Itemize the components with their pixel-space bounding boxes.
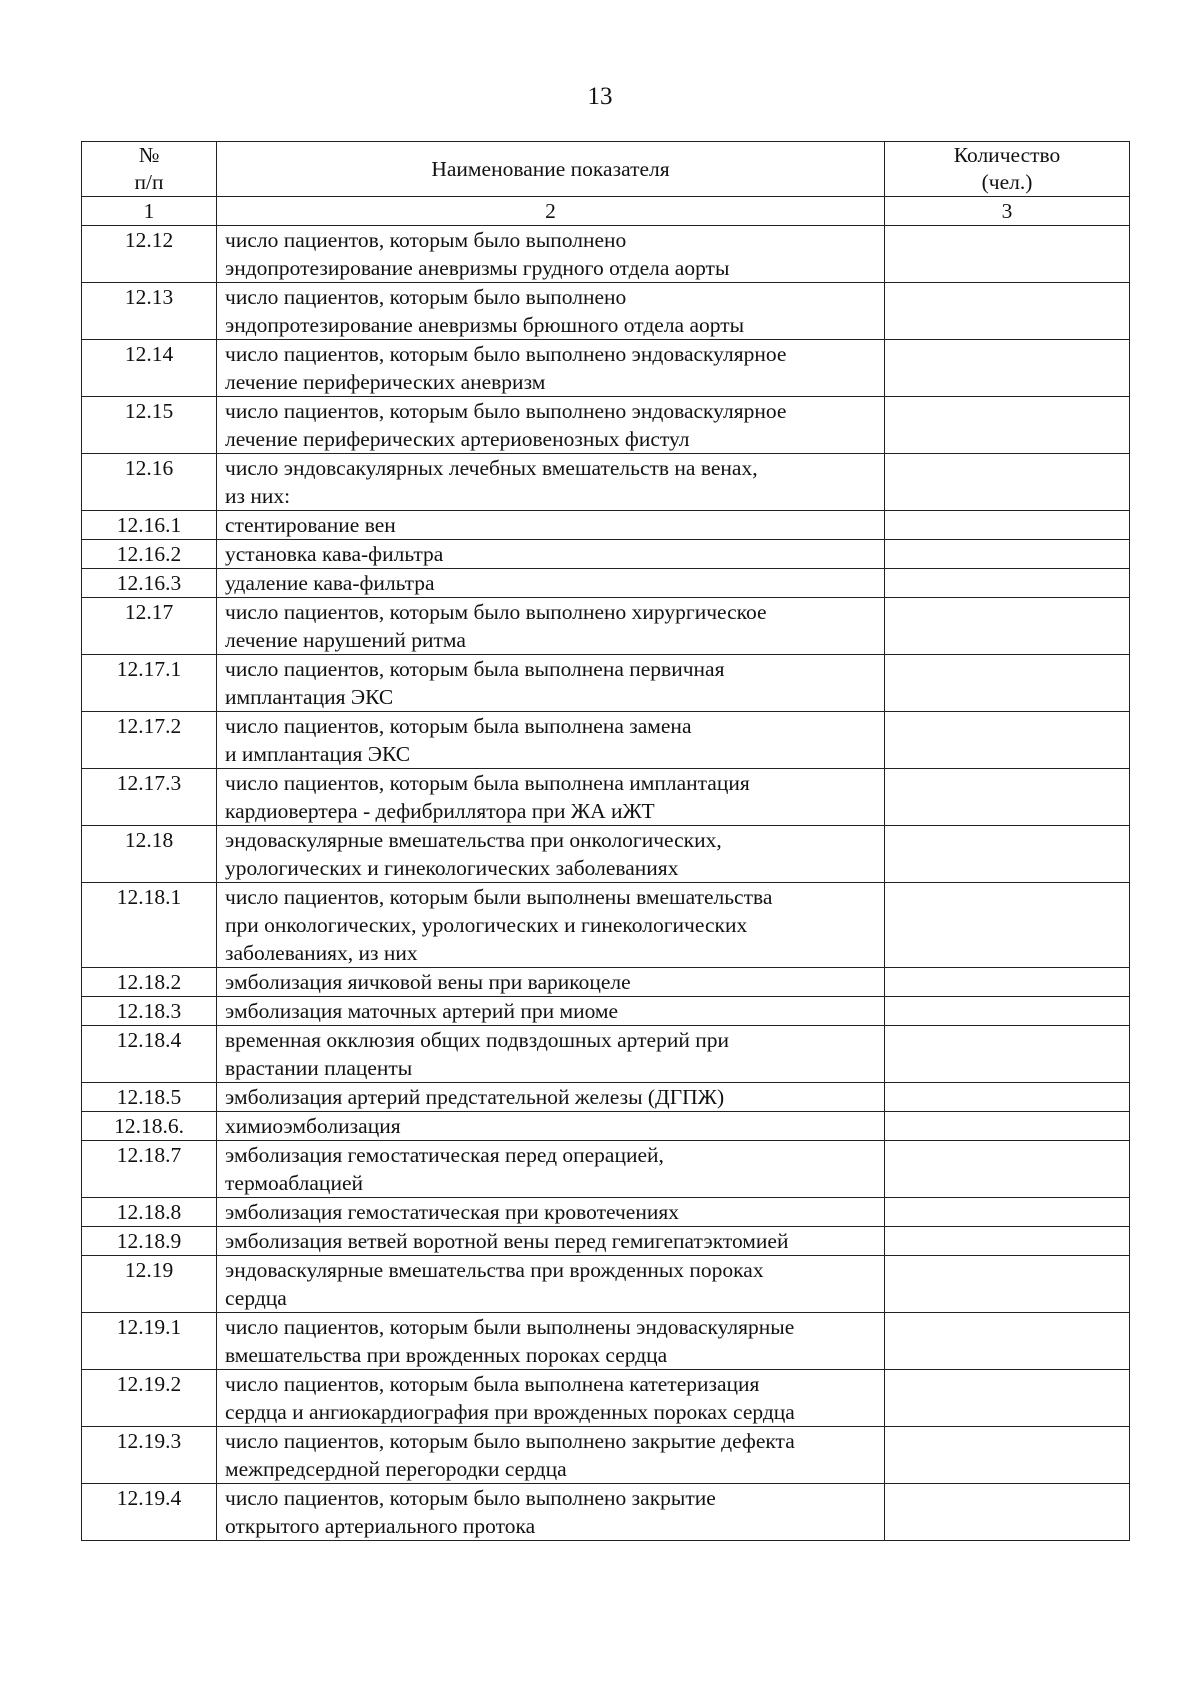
- table-row: [82, 1141, 1130, 1198]
- row-number: 12.19.1: [82, 1313, 217, 1370]
- indicator-name: число пациентов, которым было выполнено эндопротезирование аневризмы брюшного отдела аорты: [217, 283, 885, 340]
- row-number: 12.13: [82, 283, 217, 340]
- quantity-cell[interactable]: [885, 1112, 1130, 1141]
- quantity-cell[interactable]: [885, 1227, 1130, 1256]
- indicator-name: число пациентов, которым было выполнено эндоваскулярное лечение периферических аневризм: [217, 340, 885, 397]
- row-number: 12.16.2: [82, 540, 217, 569]
- table-row: [82, 1484, 1130, 1541]
- table-row: [82, 1083, 1130, 1112]
- table-header: [82, 142, 1130, 226]
- quantity-cell[interactable]: [885, 826, 1130, 883]
- indicator-name: число пациентов, которым была выполнена замена и имплантация ЭКС: [217, 712, 885, 769]
- row-number: 12.18.3: [82, 997, 217, 1026]
- row-number: 12.16: [82, 454, 217, 511]
- row-number: 12.18.4: [82, 1026, 217, 1083]
- indicator-name: число пациентов, которым было выполнено эндоваскулярное лечение периферических артериовенозных фистул: [217, 397, 885, 454]
- table-row: [82, 1198, 1130, 1227]
- row-number: 12.18.8: [82, 1198, 217, 1227]
- indicator-name: эмболизация ветвей воротной вены перед гемигепатэктомией: [217, 1227, 885, 1256]
- quantity-cell[interactable]: [885, 454, 1130, 511]
- indicator-table: [81, 141, 1130, 1541]
- table-row: [82, 454, 1130, 511]
- row-number: 12.18.1: [82, 883, 217, 968]
- row-number: 12.16.3: [82, 569, 217, 598]
- table-row: [82, 655, 1130, 712]
- row-number: 12.14: [82, 340, 217, 397]
- table-row: [82, 598, 1130, 655]
- header-row: [82, 142, 1130, 197]
- table-row: [82, 826, 1130, 883]
- table-row: [82, 1370, 1130, 1427]
- table-row: [82, 283, 1130, 340]
- indicator-name: установка кава-фильтра: [217, 540, 885, 569]
- row-number: 12.15: [82, 397, 217, 454]
- indicator-name: число пациентов, которым было выполнено закрытие открытого артериального протока: [217, 1484, 885, 1541]
- row-number: 12.19.2: [82, 1370, 217, 1427]
- table-row: [82, 997, 1130, 1026]
- quantity-cell[interactable]: [885, 598, 1130, 655]
- quantity-cell[interactable]: [885, 226, 1130, 283]
- column-index-row: [82, 197, 1130, 226]
- quantity-cell[interactable]: [885, 397, 1130, 454]
- table-row: [82, 511, 1130, 540]
- indicator-name: эмболизация гемостатическая перед операцией, термоаблацией: [217, 1141, 885, 1198]
- quantity-cell[interactable]: [885, 883, 1130, 968]
- column-index-3: 3: [885, 197, 1130, 226]
- table-row: [82, 1427, 1130, 1484]
- indicator-name: эндоваскулярные вмешательства при врожденных пороках сердца: [217, 1256, 885, 1313]
- quantity-cell[interactable]: [885, 997, 1130, 1026]
- indicator-name: число эндовсакулярных лечебных вмешательств на венах, из них:: [217, 454, 885, 511]
- table-row: [82, 226, 1130, 283]
- quantity-cell[interactable]: [885, 655, 1130, 712]
- row-number: 12.18.2: [82, 968, 217, 997]
- indicator-name: эмболизация артерий предстательной железы (ДГПЖ): [217, 1083, 885, 1112]
- indicator-name: эмболизация яичковой вены при варикоцеле: [217, 968, 885, 997]
- quantity-cell[interactable]: [885, 1313, 1130, 1370]
- header-number: № п/п: [82, 142, 217, 197]
- indicator-name: число пациентов, которым было выполнено закрытие дефекта межпредсердной перегородки сердца: [217, 1427, 885, 1484]
- indicator-name: число пациентов, которым было выполнено эндопротезирование аневризмы грудного отдела аорты: [217, 226, 885, 283]
- row-number: 12.17.3: [82, 769, 217, 826]
- quantity-cell[interactable]: [885, 769, 1130, 826]
- table-row: [82, 540, 1130, 569]
- indicator-name: эмболизация гемостатическая при кровотечениях: [217, 1198, 885, 1227]
- indicator-name: временная окклюзия общих подвздошных артерий при врастании плаценты: [217, 1026, 885, 1083]
- indicator-name: химиоэмболизация: [217, 1112, 885, 1141]
- indicator-name: число пациентов, которым было выполнено хирургическое лечение нарушений ритма: [217, 598, 885, 655]
- table-row: [82, 397, 1130, 454]
- quantity-cell[interactable]: [885, 1484, 1130, 1541]
- quantity-cell[interactable]: [885, 1370, 1130, 1427]
- table-row: [82, 968, 1130, 997]
- quantity-cell[interactable]: [885, 511, 1130, 540]
- row-number: 12.19.4: [82, 1484, 217, 1541]
- indicator-name: удаление кава-фильтра: [217, 569, 885, 598]
- quantity-cell[interactable]: [885, 569, 1130, 598]
- row-number: 12.17: [82, 598, 217, 655]
- column-index-1: 1: [82, 197, 217, 226]
- row-number: 12.17.2: [82, 712, 217, 769]
- table-row: [82, 1112, 1130, 1141]
- table-row: [82, 712, 1130, 769]
- header-quantity: Количество (чел.): [885, 142, 1130, 197]
- table-row: [82, 1227, 1130, 1256]
- quantity-cell[interactable]: [885, 1256, 1130, 1313]
- table-row: [82, 769, 1130, 826]
- quantity-cell[interactable]: [885, 1198, 1130, 1227]
- table-row: [82, 883, 1130, 968]
- quantity-cell[interactable]: [885, 540, 1130, 569]
- row-number: 12.16.1: [82, 511, 217, 540]
- row-number: 12.18.6.: [82, 1112, 217, 1141]
- indicator-name: число пациентов, которым были выполнены эндоваскулярные вмешательства при врожденных пороках сердца: [217, 1313, 885, 1370]
- table-body: [82, 226, 1130, 1541]
- table-row: [82, 1026, 1130, 1083]
- indicator-name: стентирование вен: [217, 511, 885, 540]
- table-row: [82, 340, 1130, 397]
- row-number: 12.12: [82, 226, 217, 283]
- quantity-cell[interactable]: [885, 340, 1130, 397]
- header-name: Наименование показателя: [217, 142, 885, 197]
- quantity-cell[interactable]: [885, 1026, 1130, 1083]
- column-index-2: 2: [217, 197, 885, 226]
- row-number: 12.19: [82, 1256, 217, 1313]
- quantity-cell[interactable]: [885, 968, 1130, 997]
- indicator-name: эмболизация маточных артерий при миоме: [217, 997, 885, 1026]
- row-number: 12.18: [82, 826, 217, 883]
- indicator-name: число пациентов, которым была выполнена катетеризация сердца и ангиокардиография при врожденных пороках сердца: [217, 1370, 885, 1427]
- row-number: 12.18.9: [82, 1227, 217, 1256]
- page-number: 13: [587, 83, 613, 110]
- indicator-name: число пациентов, которым была выполнена первичная имплантация ЭКС: [217, 655, 885, 712]
- row-number: 12.18.7: [82, 1141, 217, 1198]
- row-number: 12.18.5: [82, 1083, 217, 1112]
- indicator-name: эндоваскулярные вмешательства при онкологических, урологических и гинекологических заболеваниях: [217, 826, 885, 883]
- table-row: [82, 569, 1130, 598]
- quantity-cell[interactable]: [885, 1427, 1130, 1484]
- quantity-cell[interactable]: [885, 712, 1130, 769]
- table-row: [82, 1313, 1130, 1370]
- indicator-name: число пациентов, которым была выполнена имплантация кардиовертера - дефибриллятора при ЖА иЖТ: [217, 769, 885, 826]
- indicator-name: число пациентов, которым были выполнены вмешательства при онкологических, урологических и гинекологических заболеваниях, из них: [217, 883, 885, 968]
- table-row: [82, 1256, 1130, 1313]
- quantity-cell[interactable]: [885, 1083, 1130, 1112]
- quantity-cell[interactable]: [885, 283, 1130, 340]
- row-number: 12.19.3: [82, 1427, 217, 1484]
- quantity-cell[interactable]: [885, 1141, 1130, 1198]
- row-number: 12.17.1: [82, 655, 217, 712]
